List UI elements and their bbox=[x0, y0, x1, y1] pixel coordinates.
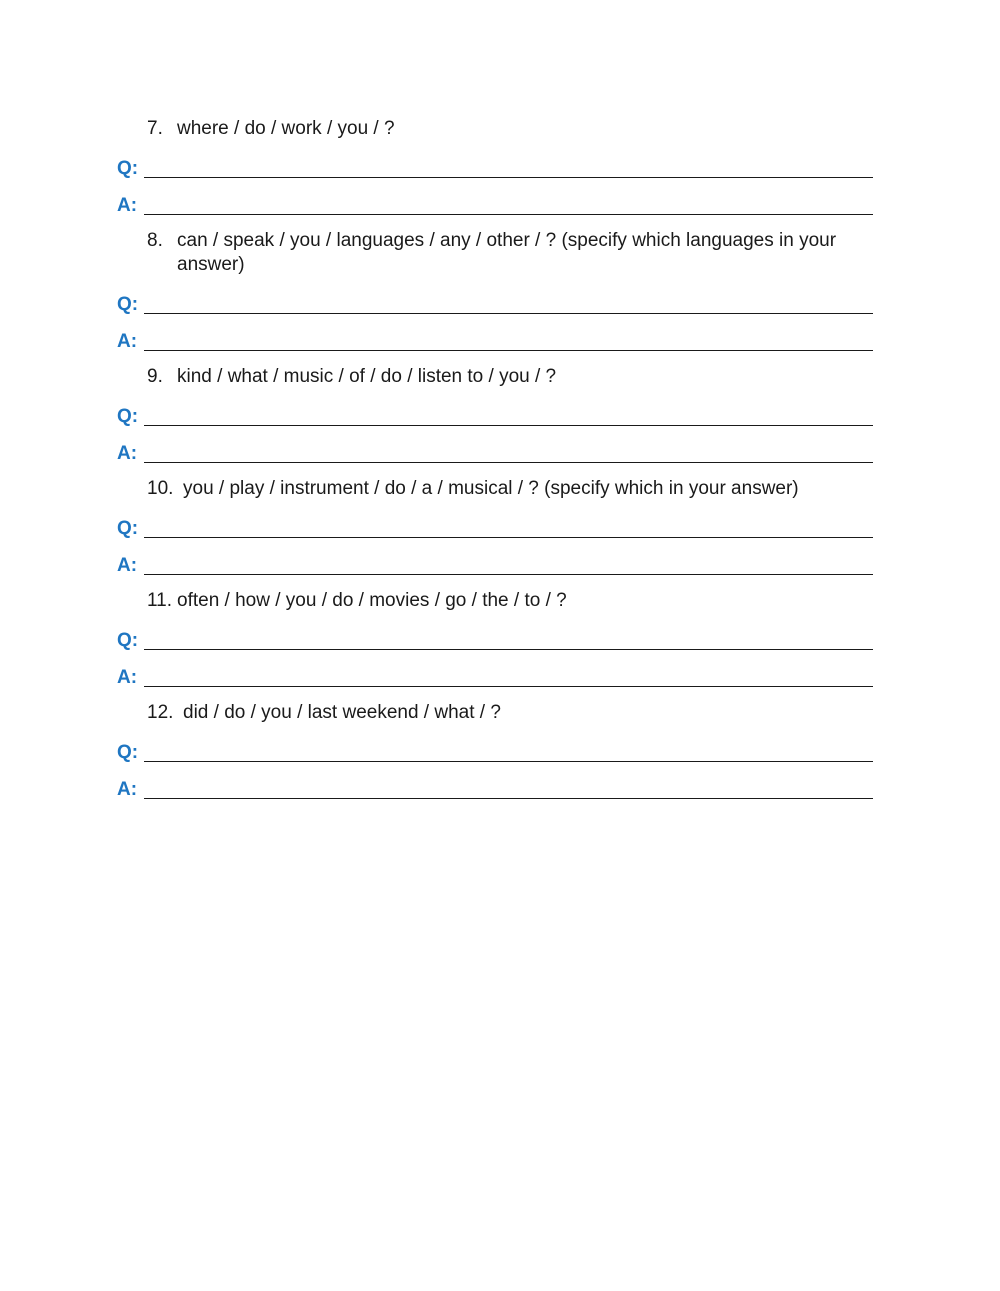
a-label: A: bbox=[117, 195, 138, 216]
a-label: A: bbox=[117, 555, 138, 576]
question-text: often / how / you / do / movies / go / the / to / ? bbox=[177, 590, 567, 611]
question-number: 9. bbox=[147, 366, 163, 387]
a-answer-row-7[interactable] bbox=[117, 191, 873, 217]
a-answer-line[interactable] bbox=[144, 554, 873, 575]
question-text: kind / what / music / of / do / listen to / you / ? bbox=[177, 366, 557, 387]
q-answer-row-8[interactable] bbox=[117, 290, 873, 316]
question-text: where / do / work / you / ? bbox=[177, 118, 395, 139]
q-answer-line[interactable] bbox=[144, 629, 873, 650]
question-number: 12. bbox=[147, 702, 174, 723]
q-answer-row-12[interactable] bbox=[117, 738, 873, 764]
a-answer-line[interactable] bbox=[144, 330, 873, 351]
q-answer-line[interactable] bbox=[144, 517, 873, 538]
a-label: A: bbox=[117, 779, 138, 800]
q-label: Q: bbox=[117, 518, 139, 539]
a-answer-line[interactable] bbox=[144, 442, 873, 463]
question-prompt-11 bbox=[147, 589, 867, 613]
q-label: Q: bbox=[117, 742, 139, 763]
q-label: Q: bbox=[117, 406, 139, 427]
a-answer-line[interactable] bbox=[144, 666, 873, 687]
q-answer-line[interactable] bbox=[144, 293, 873, 314]
a-answer-row-10[interactable] bbox=[117, 551, 873, 577]
a-answer-row-11[interactable] bbox=[117, 663, 873, 689]
question-prompt-9 bbox=[147, 365, 867, 389]
question-prompt-8 bbox=[147, 229, 867, 277]
question-prompt-7 bbox=[147, 117, 867, 141]
question-prompt-10 bbox=[147, 477, 867, 501]
question-number: 8. bbox=[147, 230, 163, 251]
a-label: A: bbox=[117, 443, 138, 464]
a-answer-line[interactable] bbox=[144, 778, 873, 799]
q-answer-row-9[interactable] bbox=[117, 402, 873, 428]
q-label: Q: bbox=[117, 158, 139, 179]
question-text: can / speak / you / languages / any / other / ? (specify which languages in your answer) bbox=[177, 230, 837, 275]
question-number: 10. bbox=[147, 478, 174, 499]
question-number: 7. bbox=[147, 118, 163, 139]
a-answer-line[interactable] bbox=[144, 194, 873, 215]
a-label: A: bbox=[117, 331, 138, 352]
a-answer-row-8[interactable] bbox=[117, 327, 873, 353]
question-prompt-12 bbox=[147, 701, 867, 725]
q-label: Q: bbox=[117, 294, 139, 315]
q-answer-row-10[interactable] bbox=[117, 514, 873, 540]
a-answer-row-12[interactable] bbox=[117, 775, 873, 801]
q-answer-line[interactable] bbox=[144, 405, 873, 426]
q-label: Q: bbox=[117, 630, 139, 651]
question-text: you / play / instrument / do / a / musical / ? (specify which in your answer) bbox=[183, 478, 799, 499]
q-answer-row-7[interactable] bbox=[117, 154, 873, 180]
q-answer-line[interactable] bbox=[144, 741, 873, 762]
q-answer-row-11[interactable] bbox=[117, 626, 873, 652]
a-answer-row-9[interactable] bbox=[117, 439, 873, 465]
question-number: 11. bbox=[147, 590, 173, 611]
a-label: A: bbox=[117, 667, 138, 688]
question-text: did / do / you / last weekend / what / ? bbox=[183, 702, 501, 723]
q-answer-line[interactable] bbox=[144, 157, 873, 178]
